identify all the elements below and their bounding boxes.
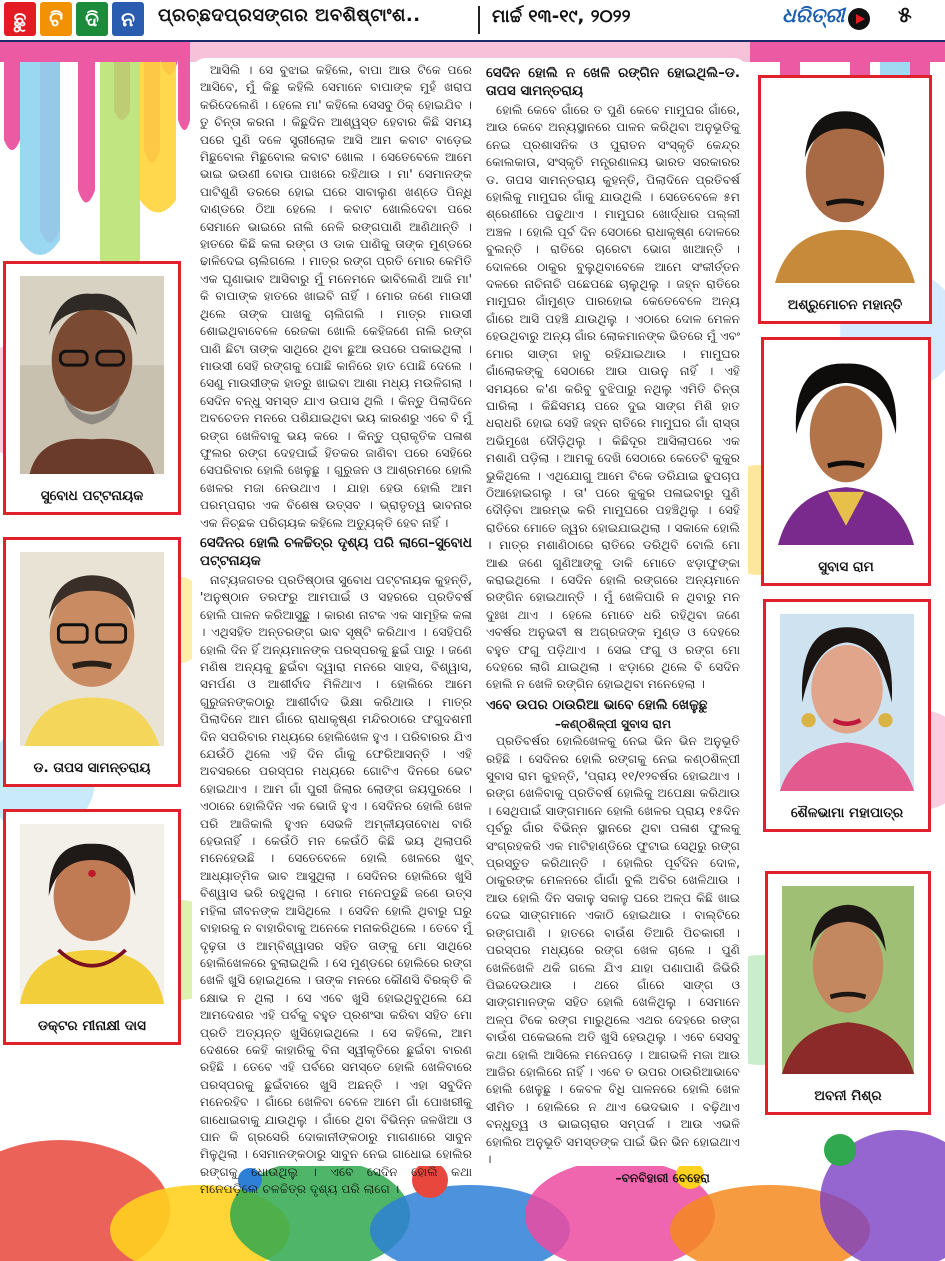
article-paragraph: ନାଟ୍ୟଜଗତର ପ୍ରତିଷ୍ଠାତା ସୁବୋଧ ପଟ୍ଟନାୟକ କୁହନ୍ତି, 'ଅନୁଷ୍ଠାନ ତରଫରୁ ଆମପାଇଁ ଓ ସହରରେ ପ୍ରତିବର୍ଷ ହୋଲି ପାଳନ କରିଆସୁଛୁ । କାରଣ ନାଟକ ଏକ ସାମୂହିକ କଳା । ଏଥିସହିତ ଅନ୍ତରଙ୍ଗ ଭାବ ସୃଷ୍ଟି କରିଥାଏ । ସେହିପରି ହୋଲି ଦିନ ହିଁ ଅନ୍ୟମାନଙ୍କ ପରସ୍ପରକୁ ଛୁଇଁ ପାରୁ । ଜଣେ ମଣିଷ ଅନ୍ୟକୁ ଛୁଇଁବା ଦ୍ୱାରା ମନରେ ସାହସ, ବିଶ୍ୱାସ, ସମର୍ପଣ ଓ ଆଶୀର୍ବାଦ ମିଳିଥାଏ । ହୋଲିରେ ଆମେ ଗୁରୁଜନଙ୍କଠାରୁ ଆଶୀର୍ବାଦ ଭିକ୍ଷା କରିଥାଉ । ମାତ୍ର ପିଲାଦିନେ ଆମ ଗାଁରେ ରାଧାକୃଷ୍ଣ ମନ୍ଦିରଠାରେ ଫଗୁଦଶମୀ ଦିନ ସପରିବାର ମଧ୍ୟରେ ହୋଲିଖେଳ ହୁଏ । ପରିବାରର ଯିଏ ଯେଉଁଠି ଥିଲେ ଏହି ଦିନ ଗାଁକୁ ଫେରିଆସନ୍ତି । ଏହି ଅବସରରେ ପରସ୍ପର ମଧ୍ୟରେ ଗୋଟିଏ ଦିନରେ ଭେଟ ହୋଇଥାଏ । ଆମ ଗାଁ ପୁରୀ ଜିଲାର ଲୋଙ୍ଗ ଜୟପୁରରେ । ଏଠାରେ ହୋଲିଦିନ ଏକ ଭୋଜି ହୁଏ । ସେଦିନର ହୋଲି ଖେଳ ପରି ଆଜିକାଲି ହୁଏନ ସେଭଳି ଅମ୍ଳୀୟତାବୋଧ ବାରି ହେଉନାହିଁ । କେଉଁଠି ମନ କେଉଁଠି କିଛି ଭୟ ଥିଲାପରି ମନେହେଉଛି । ସେତେବେଳେ ହୋଲି ଖେଳରେ ଖୁବ୍ ଆଧ୍ୟାତ୍ମିକ ଭାବ ଆସୁଥିଲା । ସେଦିନର ହୋଲିରେ ଖୁସି ବିଶ୍ୱାସ ଭରି ରହୁଥିଲା । ମୋର ମନେପଡୁଛି ଜଣେ ଉତ୍ସ ମହିଳା ଜୀବନଙ୍କ ଆସିଥିଲେ । ସେଦିନ ହୋଲି ଥିବାରୁ ଘରୁ ବାହାରକୁ ନ ବାହାରିବାକୁ ଅନେକେ ମନାକରିଥିଲେ । ତେବେ ମୁଁ ଦୃଢ଼ତା ଓ ଆମ୍ବିଶ୍ୱାସର ସହିତ ତାଙ୍କୁ ମୋ ସାଥିରେ ହୋଲିଖେଳରେ ବୁଲାଇଥିଲି । ସେ ମୁଣ୍ଡରେ ହୋଲିରେ ରଙ୍ଗ ଖେଳି ଖୁସି ହୋଇଥିଲେ । ତାଙ୍କ ମନରେ କୌଣସି ବିରକ୍ତି କି କ୍ଷୋଭ ନ ଥିଲା । ସେ ଏବେ ଖୁସି ହୋଇଥିବୁଥିଲେ ଯେ ଆମଦେଶର ଏହି ପର୍ବକୁ ବହୁତ ପ୍ରଶଂସା କରିବା ସହିତ ମୋ ପ୍ରତି ଅତ୍ୟନ୍ତ ଖୁସିହୋଇଥିଲେ । ସେ କହିଲେ, ଆମ ଦେଶରେ କେହି କାହାରିକୁ ବିନା ସ୍ୱୀକୃତିରେ ଛୁଇଁବା ବାରଣ ରହିଛି । ତେବେ ଏହି ପର୍ବରେ ସମସ୍ତେ ହୋଲି ଖେଳିବାରେ ପରସ୍ପରକୁ ଛୁଇଁବାରେ ଖୁସି ଅଛନ୍ତି । ଏହା ସବୁଦିନ ମନେରହିବ । ଗାଁରେ ଖେଳିବା ବେଳେ ଆମେ ଗାଁ ପୋଖରୀକୁ ଗାଧୋଇବାକୁ ଯାଉଥିଲୁ । ଗାଁରେ ଥିବା ବିଭିନ୍ନ ଜଳଖିଆ ଓ ପାନ କି ଗ୍ରସେରି ଦୋକାନୀଙ୍କଠାରୁ ମାଗଣାରେ ସାବୁନ ମିଳୁଥିଲା । ସେମାନଙ୍କଠାରୁ ସାବୁନ ନେଇ ଗାଧୋଇ ହୋଲିର ରଙ୍ଗକୁ ଧୋଉଥିଲୁ । ଏବେ ସେଦିନ ହୋଲି କଥା ମନେପଡ଼ିଲେ ଚଳଚ୍ଚିତ୍ର ଦୃଶ୍ୟ ପରି ଲାଗେ । (200, 572, 472, 1197)
photo-card-abani (765, 871, 931, 1115)
play-icon (848, 8, 870, 30)
photo-card-minakshi (3, 809, 181, 1045)
page-header (0, 0, 945, 42)
article-column-left (200, 62, 472, 1197)
photo-caption: ଶୈଳଭାମା ମହାପାତ୍ର (790, 805, 904, 821)
header-divider (478, 6, 480, 34)
portrait-photo (775, 90, 915, 283)
photo-caption: ସୁବାସ ରାମ (818, 559, 874, 575)
author-signature: –ବନବିହାରୀ ବେହେରା (615, 1171, 710, 1186)
issue-date: ମାର୍ଚ୍ଚ ୧୩-୧୯, ୨୦୨୨ (492, 6, 631, 27)
portrait-photo (20, 824, 164, 1004)
photo-caption: ସୁବୋଧ ପଟ୍ଟନାୟକ (40, 488, 144, 504)
page-number: ୫ (898, 3, 912, 28)
section-logo-letter-2: ଟି (40, 2, 72, 36)
photo-caption: ଅବନୀ ମିଶ୍ର (814, 1088, 882, 1104)
subheading-subodh: ସେଦିନର ହୋଲି ଚଳଚ୍ଚିତ୍ର ଦୃଶ୍ୟ ପରି ଲାଗେ–ସୁବୋଧ ପଟ୍ଟନାୟକ (200, 534, 472, 569)
photo-card-tapas (3, 537, 181, 787)
article-column-right (486, 62, 740, 1186)
portrait-photo (778, 352, 914, 545)
article-paragraph: ଆସିଲି । ସେ ବୁଝାଇ କହିଲେ, ବାପା ଆଉ ଟିକେ ପରେ ଆସିବେ, ମୁଁ କିଛୁ କହିଲି ସେମାନେ ବାପାଙ୍କ ମୁହଁ ଖରାପ କରିଦେଲେଣି । ହେଲେ ମା' କହିଲେ ସେସବୁ ଠିକ୍ ହୋଇଯିବ । ତୁ ଚିନ୍ତା କରନା । କିଛୁଦିନ ଆଶ୍ୱସ୍ତ ହେବାର କିଛି ସମୟ ପରେ ପୁଣି ଦଳେ ସ୍ତ୍ରୀଲୋକ ଆସି ଆମ କବାଟ ବାଡ଼େଇ ମିଛୁବୋଲ ମିଛୁବୋଲ କବାଟ ଖୋଲ । ସେତେବେଳେ ଆମେ ଭାଇ ଭଉଣୀ ବୋଉ ପାଖରେ ରହିଥାଉ । ମା' ସେମାନଙ୍କ ପାଟିଶୁଣି ଡରରେ ହୋଇ ଘରେ ସାବାଲୁଣ ଖଣ୍ଡେ ପିନ୍ଧି ଦାଣ୍ଡରେ ଠିଆ ହେଲେ । କବାଟ ଖୋଲିଦେବା ପରେ ସେମାନେ ଭାଇରେ ନାଲି ନେଳି ରଙ୍ଗପାଣି ଆଣିଥାନ୍ତି । ହାତରେ କିଛି କଳା ରଙ୍ଗ ଓ ଡାକ ପାଣିକୁ ତାଙ୍କ ମୁଣ୍ଡରେ ଢାଳିଦେଇ ଚାଲିଗଲେ । ମାତ୍ର ରଙ୍ଗ ପ୍ରତି ମୋର କେମିତି ଏକ ଘୃଣାଭାବ ଆସିବାରୁ ମୁଁ ମନେମନେ ଭାବିଲେଣି ଆଜି ମା' କି ବାପାଙ୍କ ହାତରେ ଖାଇବି ନାହିଁ । ମୋର ଜଣେ ମାଉସୀ ଥିଲେ ତାଙ୍କ ପାଖକୁ ଚାଲିଗଲି । ମାତ୍ର ମାଉସୀ ଶୋଇଥିବାବେଳେ ରେଜକା ଖୋଲି କେହିଜଣେ ନାଲି ରଙ୍ଗ ପାଣି ଛିଟା ତାଙ୍କ ସାଥିରେ ଥିବା ଛୁଆ ଉପରେ ପକାଇଥିଲା । ମାଉସୀ ସେହି ରଙ୍ଗକୁ ପୋଛି କାନିରେ ହାତ ପୋଛି ଦେଲେ । ସେଣୁ ମାଉସୀଙ୍କ ହାତରୁ ଖାଇବା ଆଶା ମଧ୍ୟ ମଉଳିଗଲା । ସେଦିନ ବନ୍ଧୁ ସମସ୍ତ ଯାଏ ଉପାସ ଥିଲି । କିନ୍ତୁ ପିଲାଦିନେ ଅବଚେତନ ମନରେ ପଶିଯାଇଥିବା ଭୟ କାରଣରୁ ଏବେ ବି ମୁଁ ରଙ୍ଗ ଖେଳିବାକୁ ଭୟ କରେ । କିନ୍ତୁ ପ୍ରାକୃତିକ ପଳାଶ ଫୁଲର ରଙ୍ଗ ଦେହପାଇଁ ହିତକର ଜାଣିବା ପରେ ସେହିରେ ସେପରିବାର ହୋଲି ଖେଳୁଛୁ । ଗୁରୁଜନ ଓ ଆଶ୍ରମରେ ହୋଲି ଖେଳର ମଜା ନେଉଥାଏ । ଯାହା ହେଉ ହୋଲି ଆମ ପରମ୍ପରାର ଏକ ବିଶେଷ ଉତ୍ସବ । ଭ୍ରାତୃତ୍ୱ ଭାବନାର ଏକ ନିଚ୍ଛକ ପରିଚାୟକ କହିଲେ ଅତ୍ୟୁକ୍ତି ହେବ ନାହିଁ । (200, 63, 472, 530)
photo-caption: ଅଶ୍ରୁମୋଚନ ମହାନ୍ତି (787, 297, 903, 313)
article-paragraph: ହୋଲି କେବେ ଗାଁରେ ତ ପୁଣି କେବେ ମାମୁଘର ଗାଁରେ, ଆଉ କେବେ ଅନ୍ୟସ୍ଥାନରେ ପାଳନ କରିଥିବା ଅନୁଭୂତିକୁ ନେଇ ପ୍ରଶାସନିକ ଓ ପୁରାତନ ସଂସ୍କୃତି କେନ୍ଦ୍ର କୋଲକାତା, ସଂସ୍କୃତି ମନ୍ତ୍ରଣାଳୟ ଭାରତ ସରକାରର ଡ. ତାପସ ସାମନ୍ତରାୟ କୁହନ୍ତି, ପିଲାଦିନେ ପ୍ରତିବର୍ଷ ହୋଲିକୁ ମାମୁଘର ଗାଁକୁ ଯାଉଥିଲି । ସେତେବେଳେ ୫ମ ଶ୍ରେଣୀରେ ପଢୁଥାଏ । ମାମୁଘର ଖୋର୍ଦ୍ଧାର ପଲ୍ଲୀ ଅଞ୍ଚଳ । ହୋଲି ପୂର୍ବ ଦିନ ସେଠାରେ ରାଧାକୃଷ୍ଣ ଦୋଳରେ ବୁଲନ୍ତି । ରାତିରେ ଚାରେଟା ଭୋଗ ଖାଆନ୍ତି । ଦୋଳରେ ଠାକୁର ବୁଲୁଥିବାବେଳେ ଆମେ ସଂକୀର୍ତ୍ତନ ଦଳରେ ନାଚିନାଚି ପଛେପଛେ ଚାଲୁଥିଲୁ । ଜହ୍ନ ରାତିରେ ମାମୁଘର ଗାଁମୁଣ୍ଡ ପାରହୋଇ କେତେବେଳେ ଅନ୍ୟ ଗାଁରେ ଆସି ପହଞ୍ଚି ଯାଉଥିଲୁ । ଏଠାରେ ଦୋଳ ମେଳନ ହେଉଥିବାରୁ ଅନ୍ୟ ଗାଁର ଲୋକମାନଙ୍କ ଭିତରେ ମୁଁ ଏବଂ ମୋର ସାଙ୍ଗ ହାବୁ ରହିଯାଇଥାଉ । ମାମୁଘର ଗାଁଲୋକଙ୍କୁ ସେଠାରେ ଆଉ ପାଉନୁ ନାହିଁ । ଏହି ସମୟରେ କ'ଣ କରିବୁ ବୁଝିପାରୁ ନଥିଲୁ ଏମିତି ଚିନ୍ତା ଘାରିଲା । କିଛିସମୟ ପରେ ଦୁଇ ସାଙ୍ଗ ମିଶି ହାତ ଧରାଧରି ହୋଇ ସେହି ଜହ୍ନ ରାତିରେ ମାମୁଘର ଗାଁ ରାସ୍ତା ଅଭିମୁଖେ ଦୌଡ଼ିଥିଲୁ । କିଛିଦୂର ଆସିଲାପରେ ଏକ ମଶାଣି ପଡ଼ିଲା । ଆମକୁ ଦେଖି ସେଠାରେ କେତେଟି କୁକୁର ଭୁକିଥିଲେ । ଏଥିଯୋଗୁ ଆମେ ଟିକେ ଡରିଯାଇ ଢୁପଚାପ ଠିଆହୋଇଗଲୁ । ତା' ପରେ କୁକୁର ପଳାଇବାରୁ ପୁଣି ଦୌଡ଼ିବା ଆରମ୍ଭ କରି ମାମୁଘରେ ପହଞ୍ଚିଥିଲୁ । ସେହି ରାତିରେ ମୋତେ ଜ୍ୱର ହୋଇଯାଇଥିଲା । ସକାଳେ ହୋଲି । ମାତ୍ର ମଶାଣିଠାରେ ରାତିରେ ଡରିଥିବି ବୋଲି ମୋ ଆଈ ଜଣେ ଗୁଣିଆଙ୍କୁ ଡାକି ମୋତେ ଝଡ଼ାଫୁଙ୍କା କରାଇଥିଲେ । ସେଦିନ ହୋଲି ରଙ୍ଗରେ ଅନ୍ୟମାନେ ରଙ୍ଗିନ ହୋଇଥାନ୍ତି । ମୁଁ ଖେଳିପାରି ନ ଥିବାରୁ ମନ ଦୁଃଖ ଥାଏ । ହେଲେ ମୋତେ ଧରି ରହିଥିବା ଜଣେ ଏବର୍ଷର ଅନୁଭବୀ ଷ ଅଗ୍ରଜଙ୍କ ମୁଣ୍ଡ ଓ ଦେହରେ ବହୁତ ଫଗୁ ପଡ଼ିଥାଏ । ସେଇ ଫଗୁ ଓ ରଙ୍ଗ ମୋ ଦେହରେ ଲାଗି ଯାଇଥିଲା । ଝଡ଼ାରେ ଥିଲେ ବି ସେଦିନ ହୋଲି ନ ଖେଳି ରଙ୍ଗିନ ହୋଇଥିବା ମନେହେଲା । (486, 103, 740, 692)
article-paragraph: ପ୍ରତିବର୍ଷର ହୋଲିଖେଳକୁ ନେଇ ଭିନ ଭିନ ଅନୁଭୂତି ରହିଛି । ସେଦିନର ହୋଲି ରଙ୍ଗକୁ ନେଇ କଣ୍ଠଶିଳ୍ପୀ ସୁବାସ ରାମ କୁହନ୍ତି, 'ପ୍ରାୟ ୧୧/୧୨ବର୍ଷର ହୋଇଥାଏ । ରଙ୍ଗ ଖେଳିବାକୁ ପ୍ରତିବର୍ଷ ହୋଲିକୁ ଅପେକ୍ଷା କରିଥାଉ । ସେଥିପାଇଁ ସାଙ୍ଗମାନେ ହୋଲି ଖେଳର ପ୍ରାୟ ୧୫ଦିନ ପୂର୍ବରୁ ଗାଁର ବିଭିନ୍ନ ସ୍ଥାନରେ ଥିବା ପଳାଶ ଫୁଲକୁ ସଂଗ୍ରହକରି ଏକ ମାଟିହାଣ୍ଡିରେ ଫୁଟାଇ ସେଥିରୁ ରଙ୍ଗ ପ୍ରସ୍ତୁତ କରିଥାନ୍ତି । ହୋଲିର ପୂର୍ବଦିନ ଦୋଳ, ଠାକୁରଙ୍କ ମେଳନରେ ଗାଁଗାଁ ବୁଲି ଅବିର ଖେଳିଥାଉ । ଆଉ ହୋଲି ଦିନ ସକାଳୁ ସକାଳୁ ଘରେ ଅଳ୍ପ କିଛି ଖାଇ ଦେଇ ସାଙ୍ଗମାନେ ଏକାଠି ହୋଇଥାଉ । ବାଲ୍ଟିରେ ରଙ୍ଗପାଣି । ହାତରେ ବାଉଁଶ ତିଆରି ପିଚକାରୀ । ପରସ୍ପର ମଧ୍ୟରେ ରଙ୍ଗ ଖେଳ ଚାଲେ । ପୁଣି ଖେଳିଖେଳି ଥକି ଗଲେ ଯିଏ ଯାହା ପଣାପାଣି ଜିଭିରି ପିଇଦେଉଥାଉ । ଥରେ ଗାଁରେ ସାଙ୍ଗ ଓ ସାଙ୍ଗମାନଙ୍କ ସହିତ ହୋଲି ଖେଳିଥିଲୁ । ସେମାନେ ଅଳ୍ପ ଟିକେ ରଙ୍ଗ ମାରୁଥିଲେ ଏଥର ଦେହରେ ରଙ୍ଗ ବାଉଁଶ ପକେଇଲେ ଅତି ଖୁସି ହେଉଥିଲୁ । ଏବେ ସେସବୁ କଥା ହୋଲି ଆସିଲେ ମନେପଡ଼େ । ଆଗଭଳି ମଜା ଆଉ ଆଜିର ହୋଲିରେ ନାହିଁ । ଏବେ ତ ଉପର ଠାଉରିଆଭାବେ ହୋଲି ଖେଳୁଛୁ । କେବଳ ବିଧି ପାଳନରେ ହୋଲି ଖେଳ ସୀମିତ । ହୋଲିରେ ନ ଥାଏ ଭେଦଭାବ । ବଢ଼ିଥାଏ ବନ୍ଧୁତ୍ୱ ଓ ଭାଇଚାରାର ସମ୍ପର୍କ । ଆଉ ଏଭଳି ହୋଲିର ଅନୁଭୂତି ସମସ୍ତଙ୍କ ପାଇଁ ଭିନ ଭିନ ହୋଇଥାଏ । (486, 734, 740, 1166)
photo-card-subas (761, 337, 931, 586)
portrait-photo (20, 552, 164, 746)
photo-card-subodh (3, 261, 181, 515)
portrait-photo (20, 276, 164, 474)
section-logo-letter-4: ନ (112, 2, 144, 36)
photo-caption: ଡକ୍ଟର ମୀନାକ୍ଷୀ ଦାସ (38, 1018, 146, 1034)
section-title: ପ୍ରଚ୍ଛଦପ୍ରସଙ୍ଗର ଅବଶିଷ୍ଟାଂଶ.. (158, 5, 421, 26)
subheading-tapas: ସେଦିନ ହୋଲି ନ ଖେଳି ରଙ୍ଗିନ ହୋଇଥିଲି–ଡ. ତାପସ ସାମନ୍ତରାୟ (486, 65, 740, 99)
photo-caption: ଡ. ତାପସ ସାମନ୍ତରାୟ (33, 760, 151, 776)
portrait-photo (780, 614, 914, 791)
portrait-photo (782, 886, 914, 1074)
brand-logo: ଧରିତ୍ରୀ (782, 3, 845, 27)
photo-card-sailabhama (763, 599, 931, 832)
photo-card-asrumochan (758, 75, 932, 324)
section-logo-letter-3: ଦି (76, 2, 108, 36)
byline-subas: –କଣ୍ଠଶିଳ୍ପୀ ସୁବାସ ରାମ (554, 716, 672, 731)
subheading-subas: ଏବେ ଉପର ଠାଉରିଆ ଭାବେ ହୋଲି ଖେଳୁଛୁ (486, 696, 708, 713)
section-logo-letter-1: ଛୁ (4, 2, 36, 36)
